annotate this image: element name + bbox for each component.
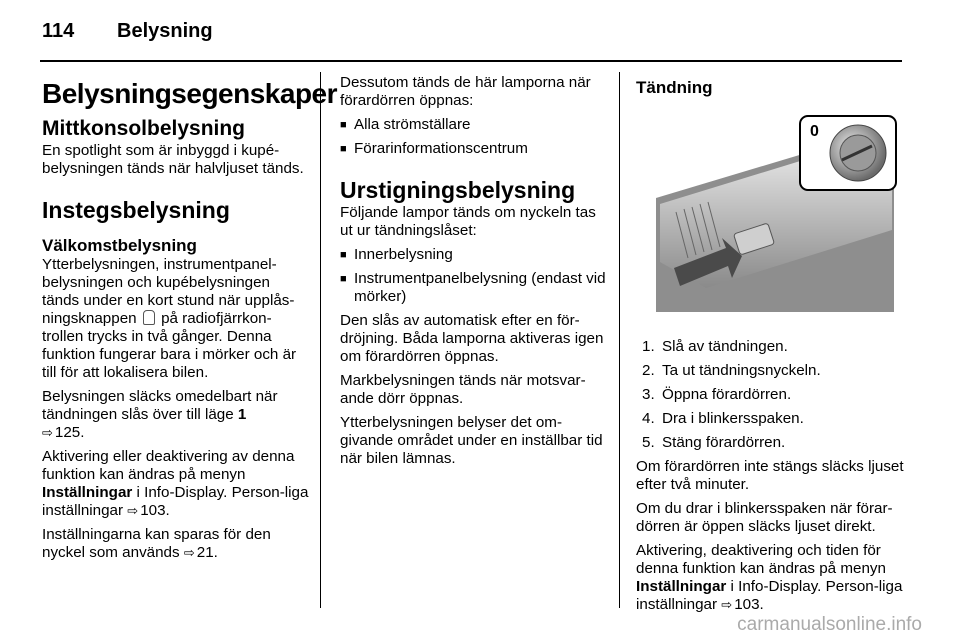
list-item: 1. Slå av tändningen. (642, 338, 788, 355)
urstignings-paragraph-3: Ytterbelysningen belyser det om-givande området under en inställbar tid när bilen lämnas. (340, 414, 603, 467)
list-item: 3. Öppna förardörren. (642, 386, 792, 403)
chapter-title: Belysning (117, 20, 213, 42)
valkomst-paragraph-1: Ytterbelysningen, instrumentpanel-belysningen och kupébelysningen tänds under en kort stund när upplås-ningsknappen på radiofjärrkon-trollen trycks in två gånger. Denna funktion fungerar bara i mörker och är till för att lokalisera bilen. (42, 256, 297, 381)
list-item: ■ Förarinformationscentrum (340, 140, 610, 158)
list-item: ■ Instrumentpanelbelysning (endast vid mörker) (340, 270, 610, 306)
ref-arrow-icon: ⇨ (183, 545, 195, 560)
column-divider-1 (320, 72, 321, 608)
section-heading: Belysningsegenskaper (42, 78, 338, 109)
watermark: carmanualsonline.info (737, 614, 922, 635)
ref-arrow-icon: ⇨ (127, 503, 139, 518)
valkomst-heading: Välkomstbelysning (42, 236, 197, 255)
list-item: ■ Alla strömställare (340, 116, 610, 134)
urstignings-heading: Urstigningsbelysning (340, 177, 576, 203)
valkomst-paragraph-4: Inställningarna kan sparas för den nyckel som används ⇨ 21. (42, 526, 271, 561)
insteg-heading: Instegsbelysning (42, 197, 230, 223)
urstignings-intro: Följande lampor tänds om nyckeln tas ut ur tändningslåset: (340, 204, 596, 239)
page-reference[interactable]: 21. (196, 544, 218, 561)
menu-name: Inställningar (42, 484, 133, 501)
mittkonsol-heading: Mittkonsolbelysning (42, 117, 246, 140)
ignition-position-label: 0 (810, 123, 819, 140)
ref-arrow-icon: ⇨ (42, 425, 53, 440)
list-item: 5. Stäng förardörren. (642, 434, 786, 451)
menu-name: Inställningar (636, 578, 727, 595)
page-reference[interactable]: 103. (140, 502, 170, 519)
stalk-drawing (636, 112, 900, 318)
tandning-paragraph-2: Om du drar i blinkersspaken när förar-dörren är öppen släcks ljuset direkt. (636, 500, 893, 535)
tandning-paragraph-1: Om förardörren inte stängs släcks ljuset efter två minuter. (636, 458, 904, 493)
list-item: 4. Dra i blinkersspaken. (642, 410, 804, 427)
page-reference[interactable]: 125. (54, 424, 85, 441)
unlock-key-icon (143, 310, 155, 325)
page-number: 114 (42, 20, 75, 42)
urstignings-paragraph-2: Markbelysningen tänds när motsvar-ande dörr öppnas. (340, 372, 586, 407)
page-reference[interactable]: 103. (734, 596, 764, 613)
door-intro: Dessutom tänds de här lamporna när förardörren öppnas: (340, 74, 591, 109)
mittkonsol-text: En spotlight som är inbyggd i kupé-belysningen tänds när halvljuset tänds. (42, 142, 304, 177)
column-middle (340, 74, 610, 474)
tandning-paragraph-3: Aktivering, deaktivering och tiden för denna funktion kan ändras på menyn Inställningar i Info-Display. Person-liga inställningar ⇨ 103. (636, 542, 903, 613)
header-rule (40, 60, 902, 62)
list-item: ■ Innerbelysning (340, 246, 610, 264)
tandning-heading: Tändning (636, 78, 713, 97)
urstignings-paragraph-1: Den slås av automatisk efter en för-dröjning. Båda lamporna aktiveras igen om förardörren öppnas. (340, 312, 604, 365)
list-item: 2. Ta ut tändningsnyckeln. (642, 362, 821, 379)
valkomst-paragraph-3: Aktivering eller deaktivering av denna funktion kan ändras på menyn Inställningar i Info-Display. Person-liga inställningar ⇨ 103. (42, 448, 309, 519)
column-left (42, 74, 338, 568)
ignition-stalk-illustration (636, 112, 900, 318)
ref-arrow-icon: ⇨ (721, 597, 733, 612)
column-divider-2 (619, 72, 620, 608)
column-right (636, 74, 904, 620)
position-key: 1 (237, 406, 247, 423)
valkomst-paragraph-2: Belysningen släcks omedelbart när tändningen slås över till läge 1 ⇨ 125. (42, 388, 278, 441)
procedure-steps (636, 338, 904, 452)
